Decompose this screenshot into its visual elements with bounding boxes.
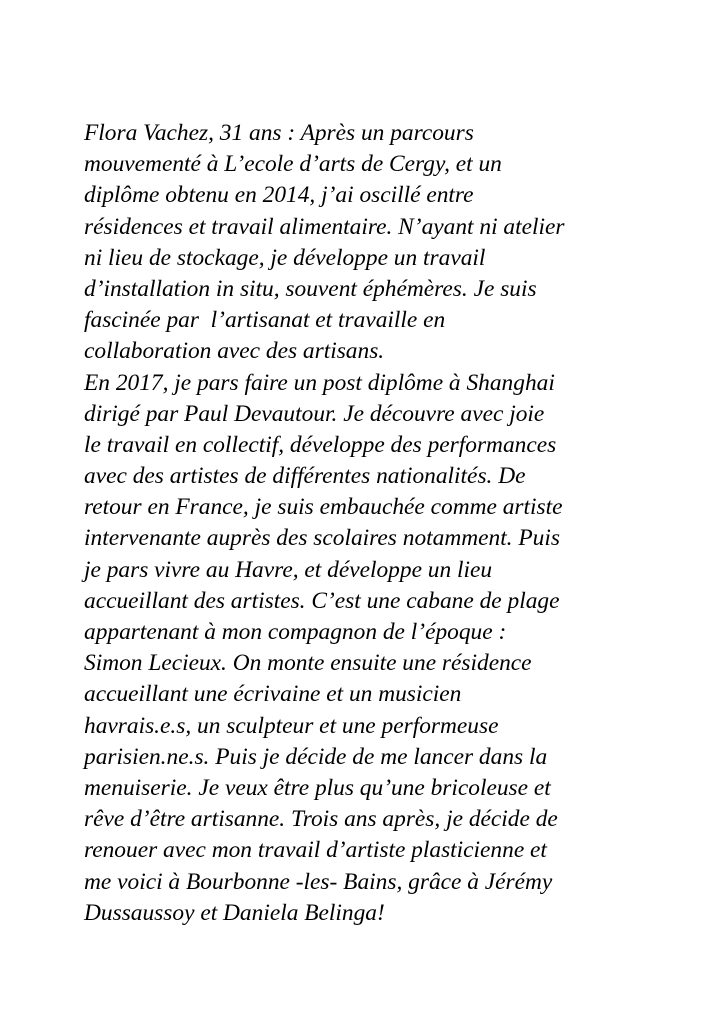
text-line: En 2017, je pars faire un post diplôme à Shanghai [84, 369, 555, 396]
text-line: rêve d’être artisanne. Trois ans après, je décide de [84, 806, 558, 833]
text-line: Flora Vachez, 31 ans : Après un parcours [84, 120, 474, 146]
text-line: parisien.ne.s. Puis je décide de me lancer dans la [84, 743, 548, 770]
text-line: intervenante auprès des scolaires notamment. Puis [84, 525, 560, 552]
text-line: Simon Lecieux. On monte ensuite une résidence [84, 650, 532, 677]
text-line: résidences et travail alimentaire. N’ayant ni atelier [84, 213, 565, 240]
text-line: accueillant des artistes. C’est une cabane de plage [84, 587, 560, 614]
text-line: retour en France, je suis embauchée comme artiste [84, 494, 563, 521]
text-line: Dussaussoy et Daniela Belinga! [84, 899, 385, 926]
text-line: je pars vivre au Havre, et développe un lieu [84, 556, 493, 583]
text-line: renouer avec mon travail d’artiste plasticienne et [84, 837, 547, 864]
text-line: mouvementé à L’ecole d’arts de Cergy, et un [84, 151, 502, 178]
text-line: avec des artistes de différentes nationalités. De [84, 463, 526, 490]
text-line: ni lieu de stockage, je développe un travail [84, 244, 486, 271]
text-line: dirigé par Paul Devautour. Je découvre avec joie [84, 400, 545, 427]
text-line: menuiserie. Je veux être plus qu’une bricoleuse et [84, 774, 551, 801]
biography-text [84, 118, 684, 929]
text-line: appartenant à mon compagnon de l’époque : [84, 619, 507, 645]
text-line: accueillant une écrivaine et un musicien [84, 681, 462, 708]
text-line: le travail en collectif, développe des performances [84, 431, 557, 458]
text-line: havrais.e.s, un sculpteur et une performeuse [84, 712, 499, 739]
text-line: me voici à Bourbonne -les- Bains, grâce à Jérémy [84, 868, 553, 895]
text-line: fascinée par l’artisanat et travaille en [84, 307, 446, 334]
text-line: diplôme obtenu en 2014, j’ai oscillé entre [84, 182, 474, 209]
text-line: collaboration avec des artisans. [84, 338, 385, 365]
text-line: d’installation in situ, souvent éphémères. Je suis [84, 275, 537, 302]
